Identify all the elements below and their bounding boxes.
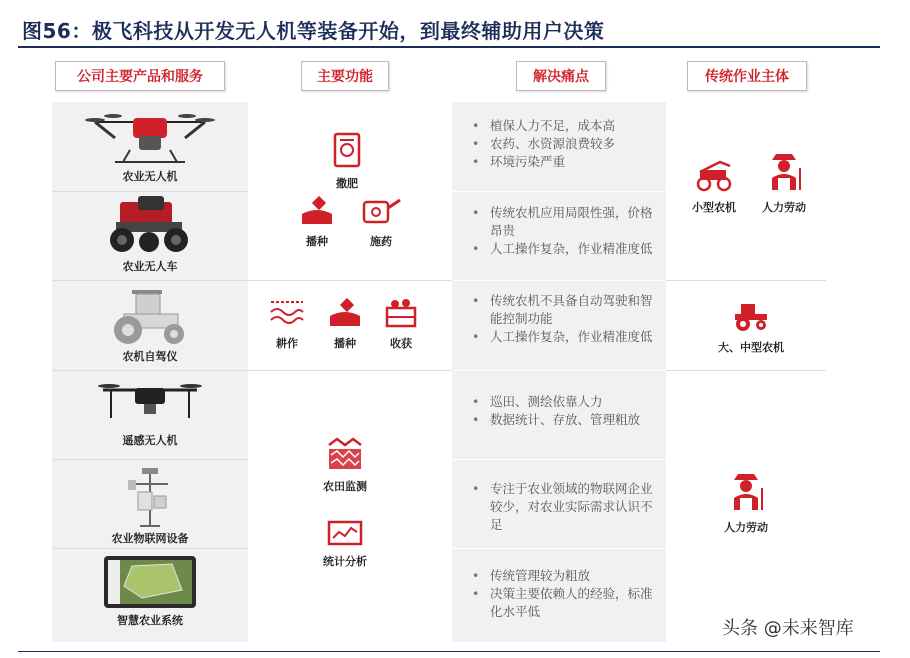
product-tractor-autopilot <box>52 286 248 364</box>
product-agricultural-drone <box>52 108 248 184</box>
pain-point-item: • 人工操作复杂，作业精准度低 <box>470 328 660 346</box>
feature-label: 施药 <box>370 235 392 248</box>
pain-point-group <box>470 567 660 621</box>
pain-point-item: • 环境污染严重 <box>470 153 660 171</box>
title-rule <box>18 46 880 48</box>
product-label: 农业无人机 <box>122 170 178 183</box>
actor-small-machine <box>674 156 754 215</box>
product-iot-device <box>52 464 248 546</box>
actor-labor-2 <box>706 470 786 535</box>
divider <box>52 191 248 192</box>
divider <box>452 459 666 460</box>
divider <box>452 370 666 371</box>
pain-point-item: • 传统农机不具备自动驾驶和智能控制功能 <box>470 292 660 328</box>
pain-point-item: • 植保人力不足，成本高 <box>470 117 660 135</box>
product-agricultural-vehicle <box>52 194 248 274</box>
feature-label: 农田监测 <box>323 480 367 493</box>
feature-spray <box>346 196 416 249</box>
product-label: 农业无人车 <box>122 260 178 273</box>
product-label: 农业物联网设备 <box>111 532 189 545</box>
feature-label: 收获 <box>390 337 412 350</box>
pains-column-bg <box>452 102 666 642</box>
product-remote-sensing-drone <box>52 380 248 448</box>
header-features: 主要功能 <box>301 61 389 91</box>
product-smart-farm-system <box>52 554 248 628</box>
seed-planting-icon <box>328 298 362 328</box>
pain-point-group <box>470 117 660 171</box>
pain-point-item: • 农药、水资源浪费较多 <box>470 135 660 153</box>
watermark: 头条 @未来智库 <box>722 618 854 639</box>
header-pain-points: 解决痛点 <box>516 61 606 91</box>
divider <box>52 459 248 460</box>
actor-label: 小型农机 <box>692 201 736 214</box>
divider <box>666 370 826 371</box>
pain-point-item: • 传统农机应用局限性强，价格昂贵 <box>470 204 660 240</box>
tilled-soil-icon <box>269 298 305 328</box>
pain-point-group <box>470 393 660 429</box>
pain-point-item: • 人工操作复杂，作业精准度低 <box>470 240 660 258</box>
divider <box>52 370 248 371</box>
divider <box>248 280 452 281</box>
feature-label: 撒肥 <box>336 177 358 190</box>
bottom-rule <box>18 651 880 652</box>
divider <box>452 191 666 192</box>
divider <box>248 370 452 371</box>
agricultural-vehicle-icon <box>102 194 198 256</box>
feature-label: 耕作 <box>276 337 298 350</box>
watering-can-icon <box>360 196 402 226</box>
iot-weather-station-icon <box>120 464 180 528</box>
seed-planting-icon <box>300 196 334 226</box>
tractor-icon <box>731 300 771 332</box>
product-label: 农机自驾仪 <box>122 350 178 363</box>
divider <box>52 548 248 549</box>
farmer-icon <box>726 470 766 512</box>
pain-point-group <box>470 204 660 258</box>
actor-label: 人力劳动 <box>762 201 806 214</box>
feature-sow <box>282 196 352 249</box>
pain-point-group <box>470 480 660 534</box>
product-label: 智慧农业系统 <box>117 614 183 627</box>
lawn-tractor-icon <box>694 156 734 192</box>
pain-point-item: • 决策主要依赖人的经验，标准化水平低 <box>470 585 660 621</box>
header-products: 公司主要产品和服务 <box>55 61 225 91</box>
fertilizer-bag-icon <box>332 132 362 168</box>
actor-label: 大、中型农机 <box>718 341 784 354</box>
feature-fertilize <box>312 132 382 191</box>
remote-sensing-drone-icon <box>97 380 203 430</box>
agricultural-drone-icon <box>85 108 215 166</box>
divider <box>452 280 666 281</box>
pain-point-item: • 传统管理较为粗放 <box>470 567 660 585</box>
pain-point-group <box>470 292 660 346</box>
feature-harvest <box>366 298 436 351</box>
actor-labor <box>744 150 824 215</box>
header-actors: 传统作业主体 <box>687 61 807 91</box>
pain-point-item: • 数据统计、存放、管理粗放 <box>470 411 660 429</box>
tractor-autopilot-icon <box>102 286 198 346</box>
actor-label: 人力劳动 <box>724 521 768 534</box>
field-monitoring-icon <box>327 437 363 471</box>
farmer-icon <box>764 150 804 192</box>
divider <box>52 280 248 281</box>
pain-point-item: • 专注于农业领域的物联网企业较少，对农业实际需求认识不足 <box>470 480 660 534</box>
pain-point-item: • 巡田、测绘依靠人力 <box>470 393 660 411</box>
harvest-crate-icon <box>384 298 418 328</box>
page-title: 图56：极飞科技从开发无人机等装备开始，到最终辅助用户决策 <box>22 18 605 43</box>
divider <box>666 280 826 281</box>
feature-field-monitoring <box>310 437 380 494</box>
statistics-chart-icon <box>327 520 363 546</box>
actor-big-machine <box>706 300 796 355</box>
feature-label: 统计分析 <box>323 555 367 568</box>
feature-label: 播种 <box>334 337 356 350</box>
feature-statistics <box>310 520 380 569</box>
divider <box>452 548 666 549</box>
feature-label: 播种 <box>306 235 328 248</box>
product-label: 遥感无人机 <box>122 434 178 447</box>
smart-farm-tablet-icon <box>102 554 198 610</box>
